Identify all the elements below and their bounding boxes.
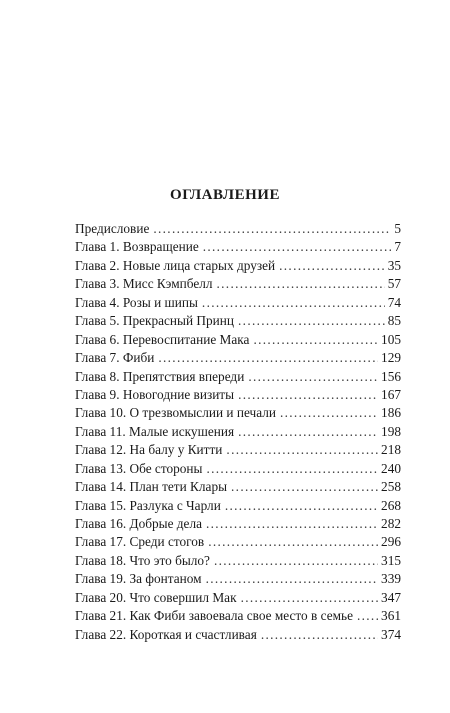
toc-entry-page: 218: [381, 442, 401, 458]
toc-list: [75, 220, 401, 644]
dot-leader: [217, 275, 385, 293]
toc-entry-label: Глава 18. Что это было?: [75, 552, 210, 568]
toc-entry-page: 57: [387, 276, 401, 292]
toc-entry-label: Глава 15. Разлука с Чарли: [75, 497, 221, 513]
toc-entry-label: Глава 6. Перевоспитание Мака: [75, 331, 250, 347]
toc-entry: [75, 515, 401, 533]
toc-entry-label: Глава 8. Препятствия впереди: [75, 368, 245, 384]
dot-leader: [279, 257, 385, 275]
toc-entry: [75, 626, 401, 644]
toc-entry-page: 339: [381, 571, 401, 587]
toc-entry-label: Глава 3. Мисс Кэмпбелл: [75, 276, 213, 292]
dot-leader: [206, 570, 378, 588]
toc-entry-page: 258: [381, 479, 401, 495]
dot-leader: [206, 460, 378, 478]
toc-entry-page: 361: [381, 608, 401, 624]
dot-leader: [238, 386, 378, 404]
toc-entry: [75, 570, 401, 588]
toc-entry-page: 7: [394, 239, 401, 255]
toc-entry-page: 296: [381, 534, 401, 550]
dot-leader: [280, 404, 378, 422]
toc-entry-page: 129: [381, 350, 401, 366]
toc-entry: [75, 312, 401, 330]
toc-entry-label: Глава 16. Добрые дела: [75, 516, 202, 531]
toc-entry: [75, 238, 401, 256]
toc-entry-label: Глава 7. Фиби: [75, 350, 155, 366]
toc-entry-label: Глава 1. Возвращение: [75, 239, 199, 255]
dot-leader: [357, 607, 378, 625]
toc-entry-page: 186: [381, 405, 401, 421]
toc-entry-page: 35: [387, 257, 401, 273]
toc-entry: [75, 349, 401, 367]
toc-entry-label: Глава 5. Прекрасный Принц: [75, 313, 235, 329]
toc-entry-page: 282: [381, 516, 401, 531]
dot-leader: [226, 441, 378, 459]
dot-leader: [158, 349, 378, 367]
toc-entry-label: Глава 22. Короткая и счастливая: [75, 626, 257, 642]
toc-entry: [75, 478, 401, 496]
toc-entry: [75, 460, 401, 478]
toc-entry: [75, 368, 401, 386]
dot-leader: [261, 626, 378, 644]
toc-entry-label: Глава 2. Новые лица старых друзей: [75, 257, 276, 273]
toc-entry-label: Глава 20. Что совершил Мак: [75, 589, 237, 605]
toc-entry-page: 105: [381, 331, 401, 347]
toc-entry: [75, 275, 401, 293]
dot-leader: [208, 533, 378, 551]
toc-entry: [75, 441, 401, 459]
dot-leader: [202, 294, 385, 312]
dot-leader: [153, 220, 391, 238]
dot-leader: [214, 552, 378, 570]
toc-entry: [75, 497, 401, 515]
toc-entry-label: Предисловие: [75, 221, 150, 236]
toc-entry-page: 268: [381, 497, 401, 513]
dot-leader: [238, 423, 378, 441]
toc-entry: [75, 533, 401, 551]
toc-entry-page: 156: [381, 368, 401, 384]
toc-entry-page: 315: [381, 552, 401, 568]
toc-entry-label: Глава 14. План тети Клары: [75, 479, 228, 495]
toc-entry: [75, 257, 401, 275]
toc-entry-label: Глава 17. Среди стогов: [75, 534, 205, 550]
toc-entry: [75, 294, 401, 312]
toc-title: ОГЛАВЛЕНИЕ: [170, 187, 280, 203]
dot-leader: [248, 368, 378, 386]
toc-entry-label: Глава 9. Новогодние визиты: [75, 386, 235, 402]
toc-entry: [75, 220, 401, 238]
toc-entry-label: Глава 10. О трезвомыслии и печали: [75, 405, 276, 421]
toc-entry: [75, 404, 401, 422]
toc-entry-label: Глава 11. Малые искушения: [75, 423, 235, 439]
toc-entry-page: 240: [381, 460, 401, 476]
toc-entry-label: Глава 13. Обе стороны: [75, 460, 203, 476]
dot-leader: [241, 589, 378, 607]
toc-entry-page: 5: [394, 221, 401, 236]
toc-entry-label: Глава 12. На балу у Китти: [75, 442, 223, 458]
toc-entry: [75, 331, 401, 349]
toc-entry-label: Глава 19. За фонтаном: [75, 571, 202, 587]
dot-leader: [253, 331, 378, 349]
toc-entry-page: 374: [381, 626, 401, 642]
toc-entry-page: 167: [381, 386, 401, 402]
toc-entry: [75, 589, 401, 607]
toc-entry: [75, 386, 401, 404]
toc-entry: [75, 423, 401, 441]
toc-entry: [75, 552, 401, 570]
toc-entry-page: 74: [387, 294, 401, 310]
toc-entry: [75, 607, 401, 625]
dot-leader: [238, 312, 385, 330]
dot-leader: [225, 497, 378, 515]
toc-entry-label: Глава 4. Розы и шипы: [75, 294, 198, 310]
toc-entry-page: 85: [387, 313, 401, 329]
dot-leader: [231, 478, 378, 496]
dot-leader: [203, 238, 392, 256]
dot-leader: [206, 515, 378, 533]
toc-entry-page: 347: [381, 589, 401, 605]
toc-entry-label: Глава 21. Как Фиби завоевала свое место в семье: [75, 608, 353, 624]
toc-entry-page: 198: [381, 423, 401, 439]
